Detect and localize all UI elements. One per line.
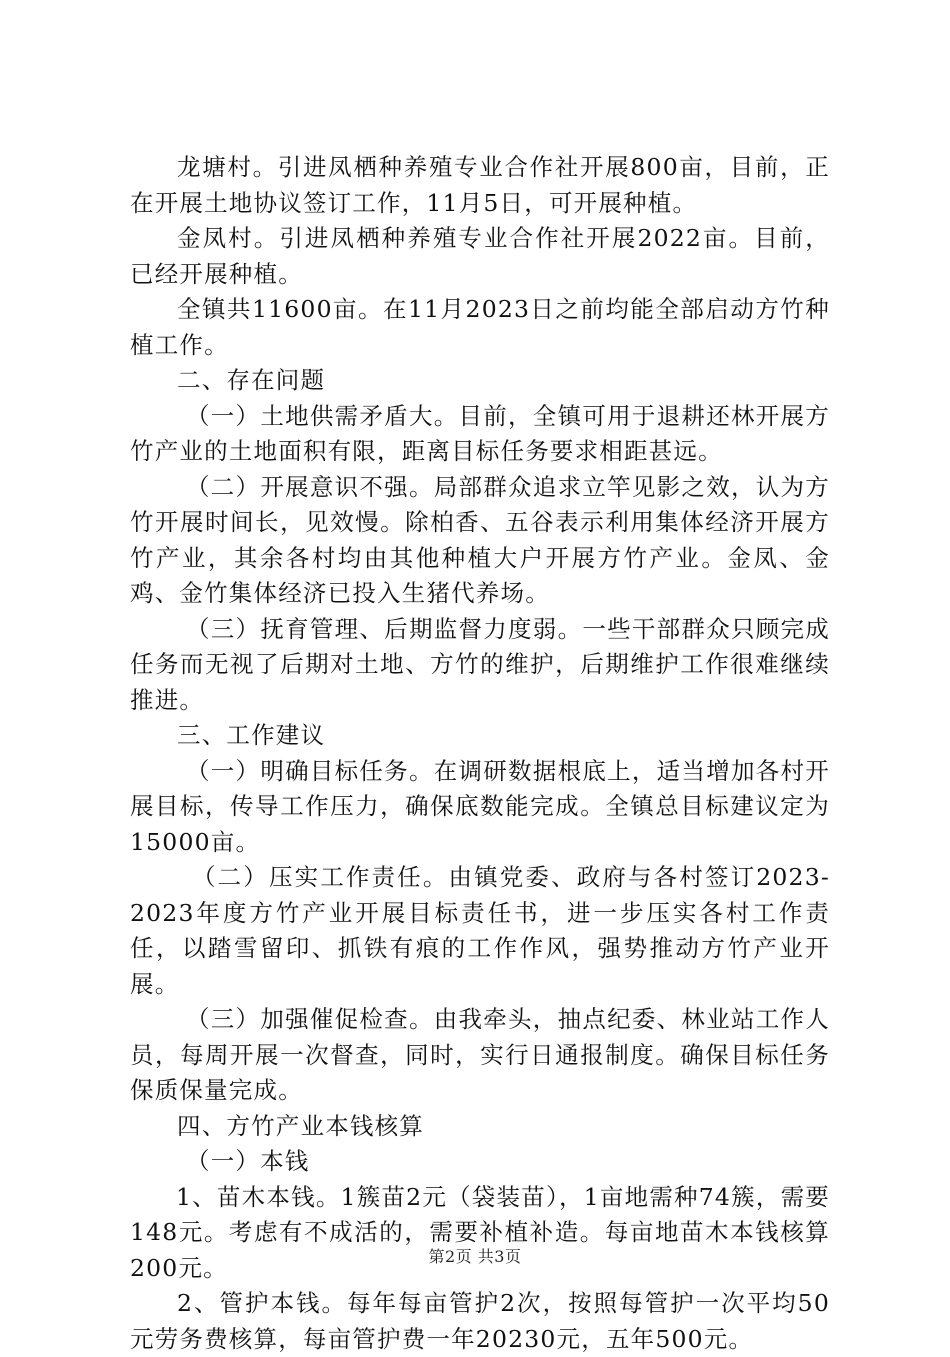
paragraph-problem-2: （二）开展意识不强。局部群众追求立竿见影之效，认为方竹开展时间长，见效慢。除柏香、五谷表示利用集体经济开展方竹产业，其余各村均由其他种植大户开展方竹产业。金凤、金鸡、金竹集体经济已投入生猪代养场。 (130, 472, 830, 607)
paragraph-suggestion-2: （二）压实工作责任。由镇党委、政府与各村签订2023-2023年度方竹产业开展目标责任书，进一步压实各村工作责任，以踏雪留印、抓铁有痕的工作作风，强势推动方竹产业开展。 (130, 863, 830, 998)
subheading-cost: （一）本钱 (186, 1147, 310, 1175)
paragraph-longtang-village: 龙塘村。引进凤栖种养殖专业合作社开展800亩，目前，正在开展土地协议签订工作，11月5日，可开展种植。 (130, 153, 830, 217)
page-number-footer: 第2页 共3页 (428, 1247, 522, 1266)
section-heading-cost-accounting: 四、方竹产业本钱核算 (177, 1111, 424, 1140)
paragraph-suggestion-3: （三）加强催促检查。由我牵头，抽点纪委、林业站工作人员，每周开展一次督查，同时，实行日通报制度。确保目标任务保质保量完成。 (130, 1005, 830, 1104)
paragraph-seedling-cost: 1、苗木本钱。1簇苗2元（袋装苗），1亩地需种74簇，需要148元。考虑有不成活的，需要补植补造。每亩地苗木本钱核算200元。 (130, 1182, 830, 1282)
paragraph-problem-1: （一）土地供需矛盾大。目前，全镇可用于退耕还林开展方竹产业的土地面积有限，距离目标任务要求相距甚远。 (130, 401, 830, 465)
paragraph-jinfeng-village: 金凤村。引进凤栖种养殖专业合作社开展2022亩。目前，已经开展种植。 (130, 224, 830, 288)
paragraph-town-total: 全镇共11600亩。在11月2023日之前均能全部启动方竹种植工作。 (130, 295, 830, 359)
section-heading-problems: 二、存在问题 (177, 366, 326, 394)
document-body (130, 150, 830, 1357)
paragraph-problem-3: （三）抚育管理、后期监督力度弱。一些干部群众只顾完成任务而无视了后期对土地、方竹的维护，后期维护工作很难继续推进。 (130, 614, 830, 714)
section-heading-suggestions: 三、工作建议 (177, 721, 326, 749)
paragraph-maintenance-cost: 2、管护本钱。每年每亩管护2次，按照每管护一次平均50元劳务费核算，每亩管护费一年20230元，五年500元。 (130, 1289, 830, 1353)
paragraph-suggestion-1: （一）明确目标任务。在调研数据根底上，适当增加各村开展目标，传导工作压力，确保底数能完成。全镇总目标建议定为15000亩。 (130, 756, 830, 856)
